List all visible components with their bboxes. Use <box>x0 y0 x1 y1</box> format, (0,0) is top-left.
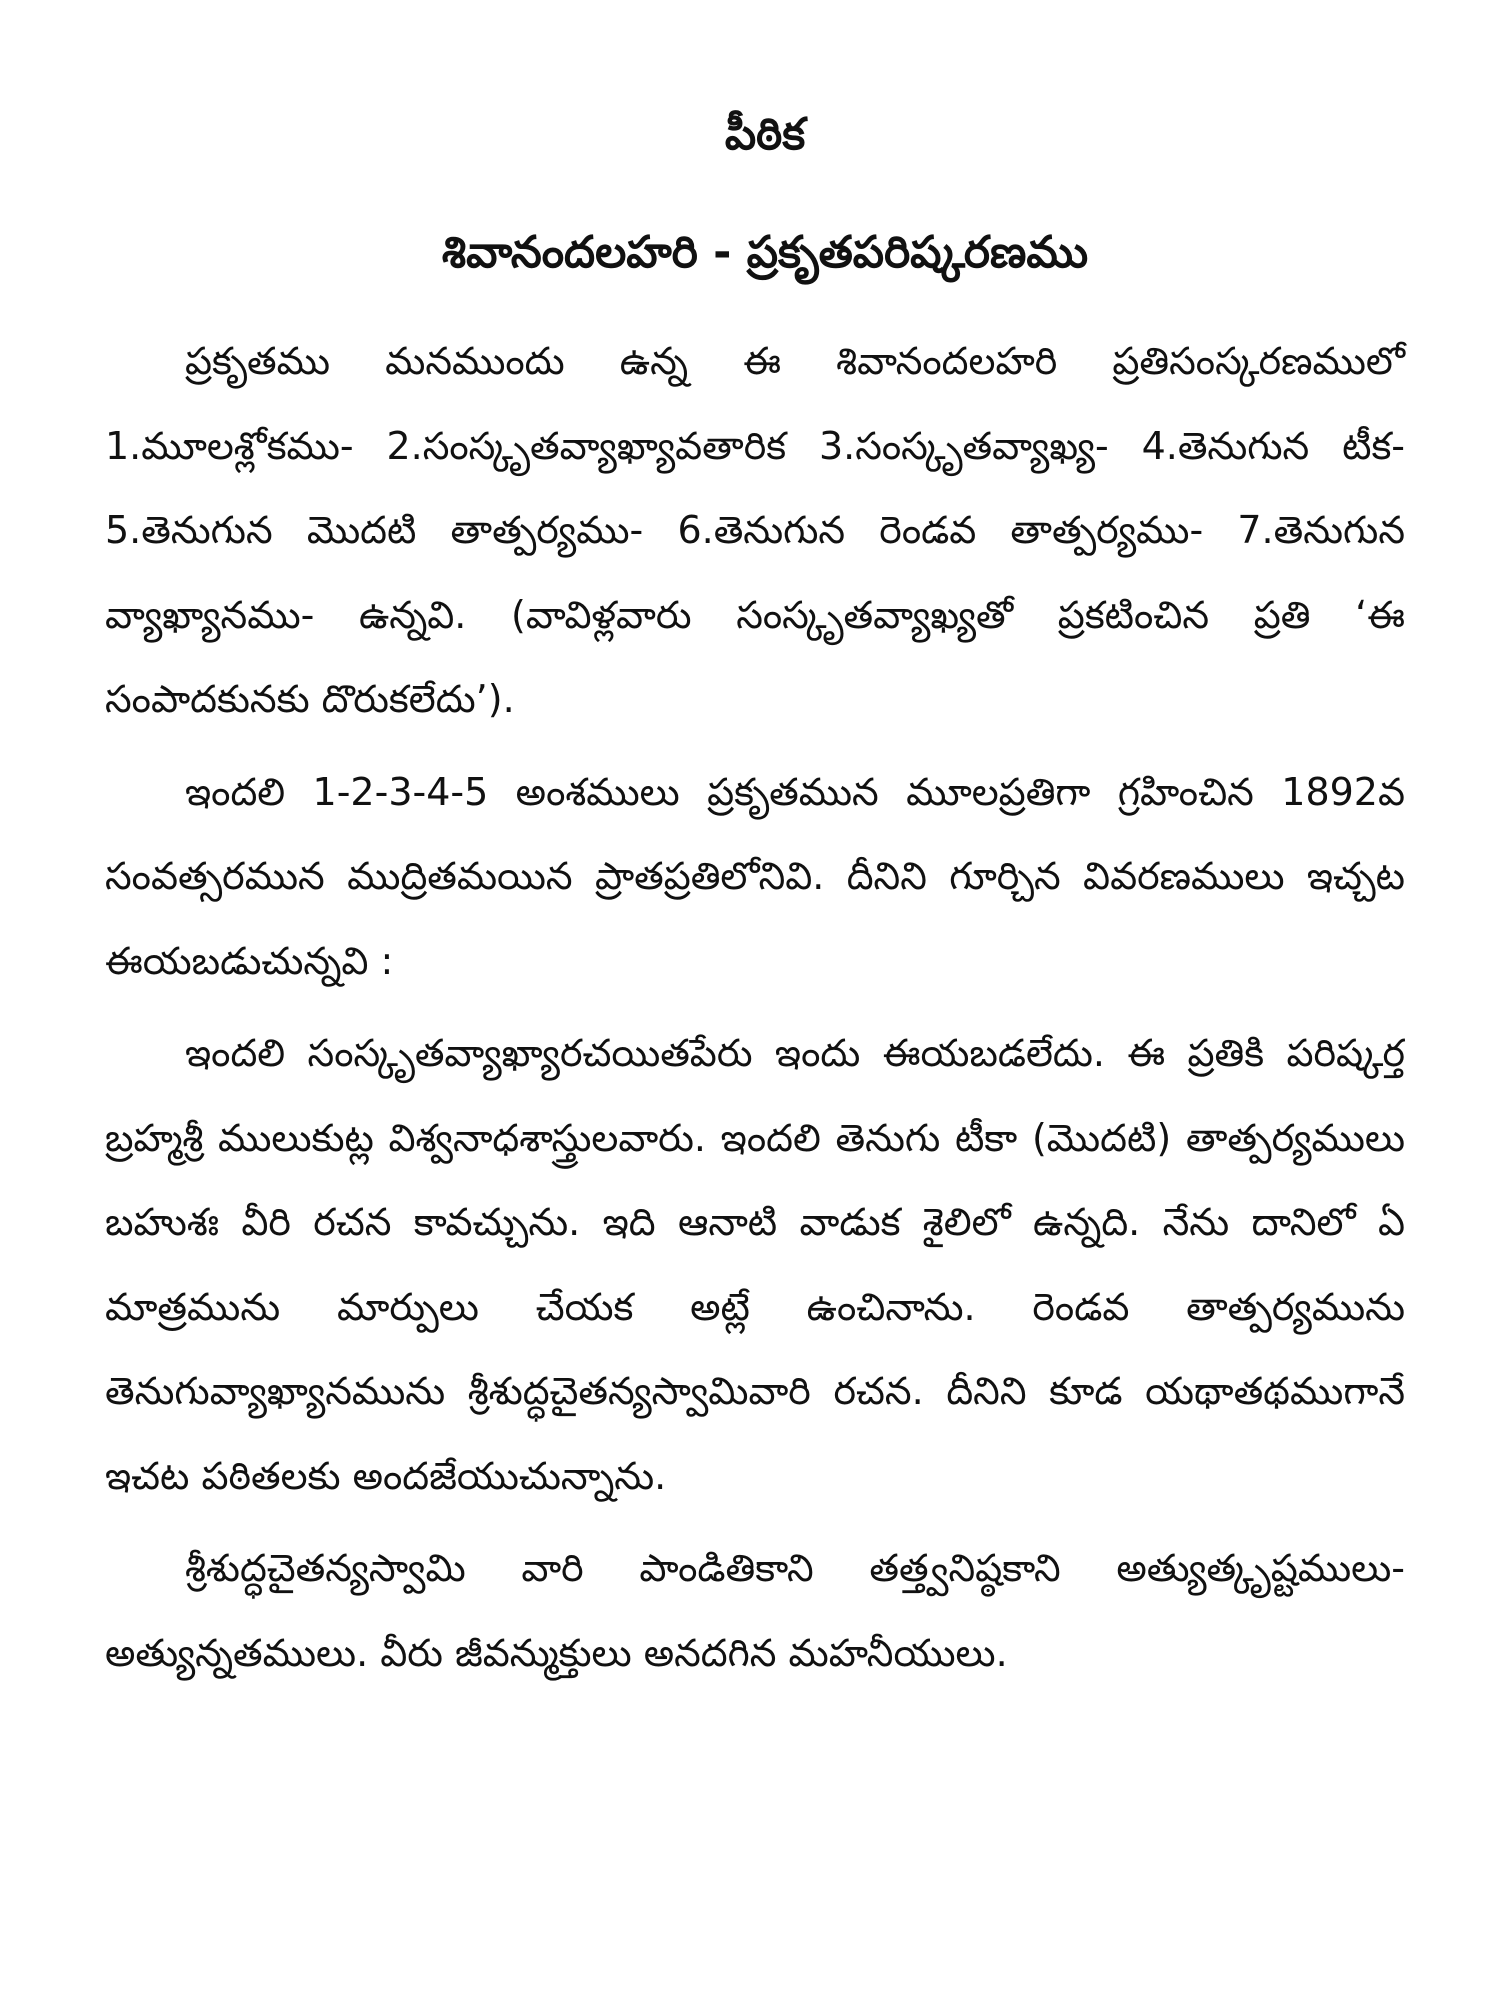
paragraph-3: ఇందలి సంస్కృతవ్యాఖ్యారచయితపేరు ఇందు ఈయబడలేదు. ఈ ప్రతికి పరిష్కర్త బ్రహ్మశ్రీ ములుకుట్ల విశ్వనాధశాస్త్రులవారు. ఇందలి తెనుగు టీకా (మొదటి) తాత్పర్యములు బహుశః వీరి రచన కావచ్చును. ఇది ఆనాటి వాడుక శైలిలో ఉన్నది. నేను దానిలో ఏ మాత్రమును మార్పులు చేయక అట్లే ఉంచినాను. రెండవ తాత్పర్యమును తెనుగువ్యాఖ్యానమును శ్రీశుద్ధచైతన్యస్వామివారి రచన. దీనిని కూడ యథాతథముగానే ఇచట పఠితలకు అందజేయుచున్నాను. <box>105 1031 1405 1498</box>
page-subtitle: శివానందలహరి - ప్రకృతపరిష్కరణము <box>441 227 1089 278</box>
page-title: పీఠిక <box>724 109 806 160</box>
paragraph-2: ఇందలి 1-2-3-4-5 అంశములు ప్రకృతమున మూలప్రతిగా గ్రహించిన 1892వ సంవత్సరమున ముద్రితమయిన ప్రాతప్రతిలోనివి. దీనిని గూర్చిన వివరణములు ఇచ్చట ఈయబడుచున్నవి : <box>105 769 1405 983</box>
paragraph-1: ప్రకృతము మనముందు ఉన్న ఈ శివానందలహరి ప్రతిసంస్కరణములో 1.మూలశ్లోకము- 2.సంస్కృతవ్యాఖ్యావతారిక 3.సంస్కృతవ్యాఖ్య- 4.తెనుగున టీక- 5.తెనుగున మొదటి తాత్పర్యము- 6.తెనుగున రెండవ తాత్పర్యము- 7.తెనుగున వ్యాఖ్యానము- ఉన్నవి. (వావిళ్లవారు సంస్కృతవ్యాఖ్యతో ప్రకటించిన ప్రతి ‘ఈ సంపాదకునకు దొరుకలేదు’). <box>105 339 1405 721</box>
paragraph-4: శ్రీశుద్ధచైతన్యస్వామి వారి పాండితికాని తత్త్వనిష్ఠకాని అత్యుత్కృష్టములు- అత్యున్నతములు. వీరు జీవన్ముక్తులు అనదగిన మహనీయులు. <box>105 1546 1405 1675</box>
body-text <box>105 319 1405 1695</box>
